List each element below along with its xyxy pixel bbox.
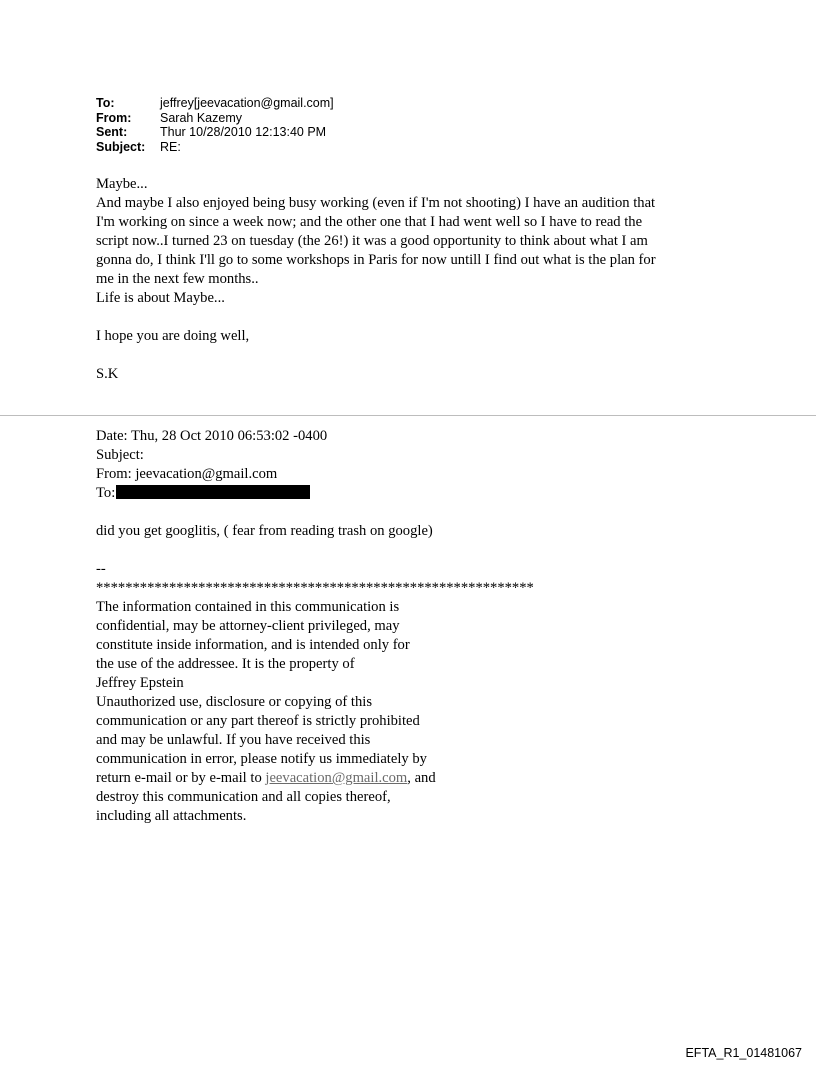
return-suffix: , and bbox=[407, 770, 436, 786]
original-to-line bbox=[96, 484, 736, 503]
reply-signature: S.K bbox=[96, 366, 119, 382]
email-link[interactable]: jeevacation@gmail.com bbox=[265, 770, 408, 786]
disclaimer-return-line bbox=[96, 769, 736, 788]
subject-value: RE: bbox=[160, 139, 181, 154]
disclaimer-line: confidential, may be attorney-client privileged, may bbox=[96, 618, 400, 634]
reply-line: Life is about Maybe... bbox=[96, 290, 225, 306]
signature-separator: -- bbox=[96, 561, 106, 577]
disclaimer-line: Unauthorized use, disclosure or copying of this bbox=[96, 694, 373, 710]
disclaimer-line: constitute inside information, and is intended only for bbox=[96, 637, 410, 653]
disclaimer-line: communication or any part thereof is strictly prohibited bbox=[96, 713, 420, 729]
sent-value: Thur 10/28/2010 12:13:40 PM bbox=[160, 125, 327, 139]
to-value: jeffrey[jeevacation@gmail.com] bbox=[160, 96, 334, 110]
from-value: Sarah Kazemy bbox=[160, 110, 242, 125]
asterisk-separator: ************************************************************ bbox=[96, 580, 534, 596]
sent-label: Sent: bbox=[96, 125, 128, 139]
original-from: From: jeevacation@gmail.com bbox=[96, 466, 278, 482]
message-divider bbox=[0, 415, 816, 416]
original-body: did you get googlitis, ( fear from reading trash on google) bbox=[96, 523, 433, 539]
original-to-label: To: bbox=[96, 485, 116, 501]
to-label: To: bbox=[96, 96, 115, 110]
disclaimer-line: destroy this communication and all copies thereof, bbox=[96, 789, 391, 805]
header-from-row bbox=[96, 111, 334, 126]
from-label: From: bbox=[96, 110, 132, 125]
reply-line: I'm working on since a week now; and the other one that I had went well so I have to read the bbox=[96, 214, 643, 230]
reply-line: Maybe... bbox=[96, 176, 148, 192]
header-to-row bbox=[96, 96, 334, 111]
reply-closing: I hope you are doing well, bbox=[96, 328, 250, 344]
disclaimer-line: and may be unlawful. If you have received this bbox=[96, 732, 371, 748]
return-prefix: return e-mail or by e-mail to bbox=[96, 770, 266, 786]
disclaimer-line: including all attachments. bbox=[96, 808, 247, 824]
reply-line: me in the next few months.. bbox=[96, 271, 259, 287]
disclaimer-line: communication in error, please notify us immediately by bbox=[96, 751, 427, 767]
bates-number: EFTA_R1_01481067 bbox=[685, 1046, 802, 1060]
subject-label: Subject: bbox=[96, 139, 146, 154]
disclaimer-line: Jeffrey Epstein bbox=[96, 675, 184, 691]
original-date: Date: Thu, 28 Oct 2010 06:53:02 -0400 bbox=[96, 428, 328, 444]
header-sent-row bbox=[96, 125, 334, 140]
header-subject-row bbox=[96, 140, 334, 155]
reply-line: gonna do, I think I'll go to some workshops in Paris for now untill I find out what is the plan for bbox=[96, 252, 656, 268]
original-message bbox=[96, 427, 736, 826]
original-subject: Subject: bbox=[96, 447, 144, 463]
reply-line: script now..I turned 23 on tuesday (the 26!) it was a good opportunity to think about what I am bbox=[96, 233, 648, 249]
disclaimer-line: The information contained in this communication is bbox=[96, 599, 400, 615]
disclaimer-line: the use of the addressee. It is the property of bbox=[96, 656, 355, 672]
redaction-bar bbox=[116, 485, 310, 499]
reply-line: And maybe I also enjoyed being busy working (even if I'm not shooting) I have an audition that bbox=[96, 195, 656, 211]
reply-body bbox=[96, 175, 736, 384]
email-header bbox=[96, 96, 334, 154]
